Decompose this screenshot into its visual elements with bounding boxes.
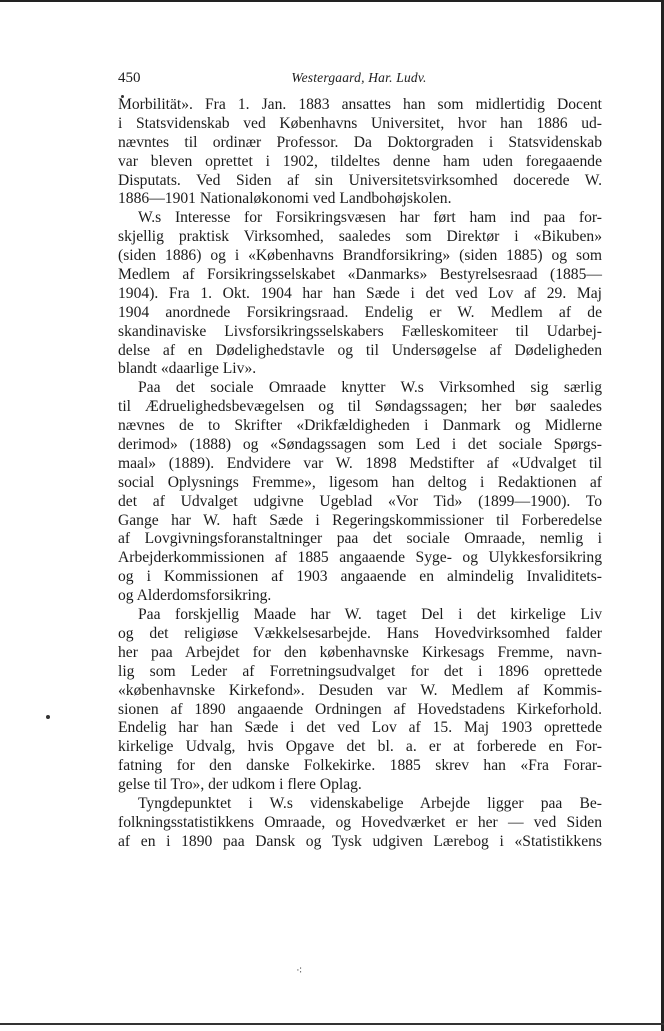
text-line: lig som Leder af Forretningsudvalget for det i 1896 oprettede xyxy=(118,662,602,680)
text-line: Paa det sociale Omraade knytter W.s Virksomhed sig særlig xyxy=(138,379,602,397)
text-line: det af Udvalget udgivne Ugeblad «Vor Tid» (1899—1900). To xyxy=(118,492,602,510)
text-line: Morbilität». Fra 1. Jan. 1883 ansattes han som midlertidig Docent xyxy=(118,96,602,113)
text-line: social Oplysnings Fremme», ligesom han deltog i Redaktionen af xyxy=(118,473,602,491)
text-line: Medlem af Forsikringsselskabet «Danmarks» Bestyrelsesraad (1885— xyxy=(118,266,602,284)
text-line: kirkelige Udvalg, hvis Opgave det bl. a. er at forberede en For- xyxy=(118,738,602,756)
text-line: W.s Interesse for Forsikringsvæsen har ført ham ind paa for- xyxy=(138,209,602,227)
text-line: maal» (1889). Endvidere var W. 1898 Medstifter af «Udvalget til xyxy=(118,454,602,472)
text-line: skjellig praktisk Virksomhed, saaledes som Direktør i «Bikuben» xyxy=(118,228,602,246)
text-line: «københavnske Kirkefond». Desuden var W. Medlem af Kommis- xyxy=(118,681,602,699)
text-line: gelse til Tro», der udkom i flere Oplag. xyxy=(118,776,362,794)
text-line: i Statsvidenskab ved Københavns Universitet, hvor han 1886 ud- xyxy=(118,114,602,132)
scan-edge-top xyxy=(0,0,664,2)
text-line: her paa Arbejdet for den københavnske Kirkesags Fremme, navn- xyxy=(118,643,602,661)
text-line: 1886—1901 Nationaløkonomi ved Landbohøjskolen. xyxy=(118,190,452,208)
text-line: 1904 anordnede Forsikringsraad. Endelig er W. Medlem af de xyxy=(118,303,602,321)
text-line: delse af en Dødelighedstavle og til Undersøgelse af Dødeligheden xyxy=(118,341,602,359)
text-line: (siden 1886) og i «Københavns Brandforsikring» (siden 1885) og som xyxy=(118,247,602,265)
paragraph xyxy=(118,606,602,795)
running-head: Westergaard, Har. Ludv. xyxy=(291,70,427,85)
paragraph xyxy=(118,795,602,852)
page-header xyxy=(118,70,600,90)
text-line: af Lovgivningsforanstaltninger paa det sociale Omraade, nemlig i xyxy=(118,530,602,548)
ink-speck xyxy=(46,715,50,719)
text-line: Arbejderkommissionen af 1885 angaaende Syge- og Ulykkesforsikring xyxy=(118,549,602,567)
text-line: sionen af 1890 angaaende Ordningen af Hovedstadens Kirkeforhold. xyxy=(118,700,602,718)
text-line: og Alderdomsforsikring. xyxy=(118,587,272,605)
text-line: Gange har W. haft Sæde i Regeringskommissioner til Forberedelse xyxy=(118,511,602,529)
scan-edge-bottom xyxy=(0,1023,664,1025)
text-line: Tyngdepunktet i W.s videnskabelige Arbejde ligger paa Be- xyxy=(138,794,602,812)
text-line: og det religiøse Vækkelsesarbejde. Hans Hovedvirksomhed falder xyxy=(118,624,602,642)
text-line: nævnes de to Skrifter «Drikfældigheden i Danmark og Midlerne xyxy=(118,417,602,435)
page-number: 450 xyxy=(118,70,141,86)
text-line: til Ædruelighedsbevægelsen og til Søndagssagen; her bør saaledes xyxy=(118,398,602,416)
paragraph xyxy=(118,96,602,209)
text-line: og i Kommissionen af 1903 angaaende en almindelig Invaliditets- xyxy=(118,568,602,586)
text-line: nævntes til ordinær Professor. Da Doktorgraden i Statsvidenskab xyxy=(118,133,602,151)
body-text xyxy=(118,96,602,852)
text-line: folkningsstatistikkens Omraade, og Hovedværket er her — ved Siden xyxy=(118,813,602,831)
text-line: af en i 1890 paa Dansk og Tysk udgiven Lærebog i «Statistikkens xyxy=(118,832,602,850)
text-line: skandinaviske Livsforsikringsselskabers Fælleskomiteer til Udarbej- xyxy=(118,322,602,340)
text-line: 1904). Fra 1. Okt. 1904 har han Sæde i det ved Lov af 29. Maj xyxy=(118,284,602,302)
paragraph xyxy=(118,209,602,379)
text-line: blandt «daarlige Liv». xyxy=(118,360,257,378)
paragraph xyxy=(118,379,602,606)
footer-mark: ⁖ xyxy=(296,965,303,977)
text-line: var bleven oprettet i 1902, tildeltes denne ham uden foregaaende xyxy=(118,152,602,170)
text-line: Disputats. Ved Siden af sin Universitetsvirksomhed docerede W. xyxy=(118,171,602,189)
text-line: Paa forskjellig Maade har W. taget Del i det kirkelige Liv xyxy=(138,606,602,624)
text-line: derimod» (1888) og «Søndagssagen som Led i det sociale Spørgs- xyxy=(118,436,602,454)
text-line: Endelig har han Sæde i det ved Lov af 15. Maj 1903 oprettede xyxy=(118,719,602,737)
text-line: fatning for den danske Folkekirke. 1885 skrev han «Fra Forar- xyxy=(118,757,602,775)
